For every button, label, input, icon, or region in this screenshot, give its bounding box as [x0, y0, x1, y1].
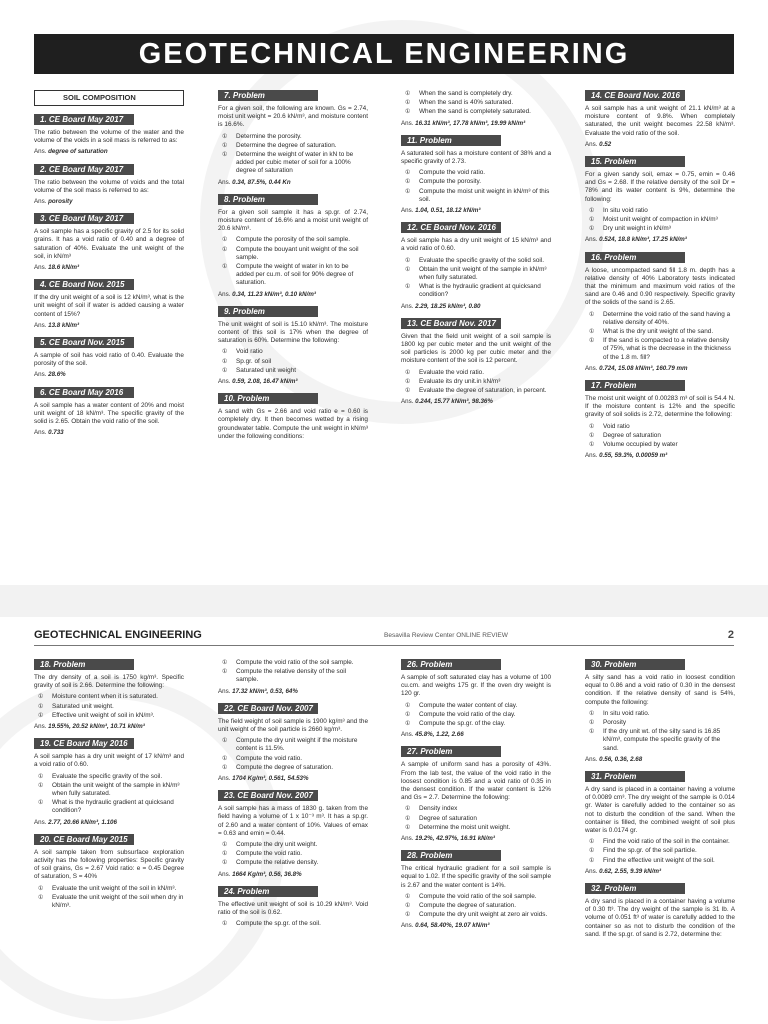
sub-question: ① Compute the dry unit weight.	[222, 841, 368, 849]
answer-label: Ans.	[401, 835, 414, 843]
sub-question-list	[218, 659, 368, 685]
sub-question: ① Compute the void ratio of the clay.	[405, 711, 551, 719]
answer-value: 16.31 kN/m³, 17.78 kN/m³, 19.99 kN/m³	[415, 119, 526, 127]
problem-text: Given that the field unit weight of a soil sample is 1800 kg per cubic meter and the unit weight of the soil particles is 2000 kg per cubic meter and the moisture content of the soil is 12 percent.	[401, 332, 551, 365]
answer-value: 0.59, 2.08, 16.47 kN/m³	[232, 378, 298, 386]
answer-label: Ans.	[585, 755, 598, 763]
answer-line	[585, 452, 735, 460]
answer-value: 1664 Kg/m³, 0.56, 36.8%	[232, 870, 302, 878]
sub-question-list	[401, 90, 551, 117]
sub-question: ① Determine the void ratio of the sand having a relative density of 40%.	[589, 311, 735, 327]
answer-line	[34, 264, 184, 272]
answer-value: 0.34, 11.23 kN/m³, 0.10 kN/m³	[232, 290, 316, 298]
sub-question-list	[34, 693, 184, 720]
sub-question: ① Effective unit weight of soil in kN/m³.	[38, 712, 184, 720]
column-2	[218, 659, 368, 930]
answer-label: Ans.	[218, 378, 231, 386]
sub-question-list	[401, 257, 551, 300]
sub-question-list	[218, 236, 368, 287]
problem-text: For a given sandy soil, emax = 0.75, emin = 0.46 and Gs = 2.68. If the relative density of the soil Dr = 78% and its water content is 9%, determine the following:	[585, 171, 735, 203]
answer-line	[401, 303, 551, 311]
sub-question: ① Compute the void ratio of the soil sample.	[222, 659, 368, 667]
answer-value: 0.56, 0.36, 2.68	[599, 755, 643, 763]
answer-value: 0.62, 2.55, 9.39 kN/m³	[599, 867, 662, 875]
sub-question: ① Evaluate its dry unit.in kN/m³	[405, 378, 551, 386]
sub-question: ① Obtain the unit weight of the sample in kN/m³ when fully saturated.	[38, 782, 184, 798]
answer-value: 2.77, 20.66 kN/m³, 1.106	[48, 818, 117, 826]
sub-question: ① If the sand is compacted to a relative density of 75%, what is the decrease in the thickness of the 1.8 m. fill?	[589, 337, 735, 362]
answer-line	[585, 365, 735, 373]
sub-question: ① Obtain the unit weight of the sample in kN/m³ when fully saturated.	[405, 266, 551, 282]
answer-label: Ans.	[34, 321, 47, 329]
answer-label: Ans.	[34, 148, 47, 156]
answer-label: Ans.	[401, 398, 414, 406]
sub-question: ① Evaluate the specific gravity of the soil.	[38, 773, 184, 781]
header-title: GEOTECHNICAL ENGINEERING	[34, 629, 202, 641]
page-number: 2	[727, 629, 734, 641]
answer-label: Ans.	[34, 371, 47, 379]
answer-label: Ans.	[218, 775, 231, 783]
problem-text: The moist unit weight of 0.00283 m³ of soil is 54.4 N. If the moisture content is 12% and the specific gravity of soil solids is 2.72, determine the following:	[585, 395, 735, 419]
problem-text: For a given soil sample it has a sp.gr. of 2.74, moisture content of 16.6% and a moist unit weight of 20.6 kN/m³.	[218, 208, 368, 233]
sub-question-list	[34, 773, 184, 816]
sub-question: ① If the dry unit wt. of the silty sand is 16.85 kN/m³, compute the specific gravity of the sand.	[589, 728, 735, 753]
problem-heading: 15. Problem	[585, 156, 685, 167]
answer-label: Ans.	[585, 452, 598, 460]
answer-value: 13.8 kN/m³	[48, 321, 80, 329]
problem-heading: 32. Problem	[585, 883, 685, 894]
answer-line	[401, 398, 551, 406]
problem-heading: 3. CE Board May 2017	[34, 213, 134, 224]
problem-text: A soil sample has a mass of 1830 g. taken from the field having a volume of 1 x 10⁻³ m³. It has a sp.gr. of 2.60 and a water content of 10%. Values of emax = 0.63 and emin = 0.44.	[218, 805, 368, 837]
answer-line	[585, 236, 735, 244]
page-header	[34, 629, 734, 646]
problem-text: The effective unit weight of soil is 10.29 kN/m³. Void ratio of the soil is 0.62.	[218, 900, 368, 917]
sub-question: ① What is the dry unit weight of the sand.	[589, 328, 735, 336]
problem-text: For a given soil, the following are known. Gs = 2.74, moist unit weight = 20.6 kN/m³, and moisture content is 16.6%.	[218, 105, 368, 129]
answer-label: Ans.	[34, 264, 47, 272]
column-4	[585, 659, 735, 942]
problem-text: The dry density of a soil is 1750 kg/m³. Specific gravity of soil is 2.66. Determine the following:	[34, 674, 184, 690]
problem-text: A sample of uniform sand has a porosity of 43%. From the lab test, the value of the void ratio in the loosest condition is 0.85 and a void ratio of 0.35 in the densest condition. If the water content is 12% and Gs = 2.7. Determine the following:	[401, 761, 551, 802]
sub-question: ① Void ratio	[589, 423, 735, 431]
sub-question: ① Saturated unit weight	[222, 367, 368, 375]
sub-question: ① Compute the dry unit weight at zero air voids.	[405, 911, 551, 919]
answer-line	[401, 207, 551, 215]
problem-text: A soil sample taken from subsurface exploration activity has the following properties: Specific gravity of soil grains, Gs = 2.67 Void ratio: e = 0.45 Degree of saturation, S = 40%	[34, 848, 184, 881]
answer-line	[218, 775, 368, 783]
answer-label: Ans.	[218, 687, 231, 695]
problem-heading: 14. CE Board Nov. 2016	[585, 90, 685, 101]
problem-heading: 23. CE Board Nov. 2007	[218, 790, 318, 801]
column-1	[34, 90, 184, 439]
answer-line	[218, 291, 368, 299]
sub-question: ① Determine the porosity.	[222, 133, 368, 141]
sub-question: ① Compute the void ratio.	[405, 169, 551, 177]
sub-question-list	[401, 169, 551, 204]
answer-value: 19.55%, 20.52 kN/m³, 10.71 kN/m³	[48, 723, 145, 731]
answer-label: Ans.	[585, 364, 598, 372]
problem-text: A soil sample has a unit weight of 21.1 kN/m³ at a moisture content of 9.8%. When completely saturated, the unit weight becomes 22.58 kN/m³. Evaluate the void ratio of the soil.	[585, 105, 735, 137]
answer-value: 0.244, 15.77 kN/m³, 98.36%	[415, 398, 493, 406]
sub-question-list	[401, 805, 551, 832]
problem-text: A loose, uncompacted sand fill 1.8 m. depth has a relative density of 40% Laboratory tests indicated that the minimum and maximum void ratios of the sand are 0.46 and 0.90 respectively. Specific gravity of the solids of the sand is 2.65.	[585, 266, 735, 307]
answer-label: Ans.	[401, 207, 414, 215]
problem-text: A dry sand is placed in a container having a volume of 0.0089 cm³. The dry weight of the sample is 0.014 gr. Water is carefully added to the container so as not to disturb the condition of the sand. When the container is filled, the combined weight of soil plus water is 0.0174 gr.	[585, 786, 735, 835]
sub-question: ① Find the sp.gr. of the soil particle.	[589, 847, 735, 855]
problem-text: The unit weight of soil is 15.10 kN/m³. The moisture content of this soil is 17% when the degree of saturation is 60%. Determine the following:	[218, 320, 368, 345]
sub-question: ① When the sand is completely dry.	[405, 90, 551, 98]
problem-text: A soil sample has a dry unit weight of 17 kN/m³ and a void ratio of 0.60.	[34, 753, 184, 769]
sub-question-list	[585, 423, 735, 450]
answer-label: Ans.	[585, 867, 598, 875]
answer-value: 45.8%, 1.22, 2.66	[415, 731, 464, 739]
problem-heading: 13. CE Board Nov. 2017	[401, 318, 501, 329]
answer-line	[218, 179, 368, 187]
answer-label: Ans.	[585, 140, 598, 148]
sub-question-list	[34, 885, 184, 911]
answer-label: Ans.	[218, 870, 231, 878]
sub-question: ① Volume occupied by water	[589, 441, 735, 449]
problem-text: The critical hydraulic gradient for a soil sample is equal to 1.02. If the specific gravity of the soil sample is 2.67 and the water content is 14%.	[401, 865, 551, 889]
sub-question: ① When the sand is 40% saturated.	[405, 99, 551, 107]
sub-question: ① Density index	[405, 805, 551, 813]
answer-value: 0.524, 18.8 kN/m³, 17.25 kN/m³	[599, 236, 687, 244]
problem-heading: 28. Problem	[401, 850, 501, 861]
page-two	[0, 617, 768, 1024]
problem-heading: 27. Problem	[401, 746, 501, 757]
answer-label: Ans.	[34, 198, 47, 206]
answer-value: 28.6%	[48, 371, 66, 379]
problem-heading: 24. Problem	[218, 886, 318, 897]
sub-question: ① Determine the moist unit weight.	[405, 824, 551, 832]
answer-line	[585, 868, 735, 876]
answer-line	[585, 756, 735, 764]
sub-question: ① Compute the porosity of the soil sample.	[222, 236, 368, 244]
problem-heading: 17. Problem	[585, 380, 685, 391]
answer-value: 0.55, 59.3%, 0.00059 m³	[599, 452, 668, 460]
sub-question-list	[585, 207, 735, 234]
answer-label: Ans.	[34, 429, 47, 437]
answer-line	[401, 835, 551, 843]
problem-heading: 22. CE Board Nov. 2007	[218, 703, 318, 714]
sub-question: ① Evaluate the void ratio.	[405, 369, 551, 377]
column-1	[34, 659, 184, 912]
answer-line	[34, 322, 184, 330]
problem-text: A sample of soft saturated clay has a volume of 100 cu.cm. and weighs 175 gr. If the oven dry weight is 120 gr.	[401, 674, 551, 698]
answer-label: Ans.	[34, 818, 47, 826]
answer-line	[34, 429, 184, 437]
sub-question: ① Compute the degree of saturation.	[405, 902, 551, 910]
problem-heading: 12. CE Board Nov. 2016	[401, 222, 501, 233]
answer-value: porosity	[48, 198, 73, 206]
problem-heading: 9. Problem	[218, 306, 318, 317]
problem-text: A soil sample has a water content of 20% and moist unit weight of 18 kN/m³. The specific gravity of the solid is 2.65. Obtain the void ratio of the soil.	[34, 401, 184, 426]
problem-text: The field weight of soil sample is 1900 kg/m³ and the unit weight of the soil particle is 2660 kg/m³.	[218, 717, 368, 734]
sub-question: ① Evaluate the unit weight of the soil in kN/m³.	[38, 885, 184, 893]
answer-line	[401, 731, 551, 739]
answer-line	[34, 723, 184, 731]
sub-question: ① Compute the bouyant unit weight of the soil sample.	[222, 246, 368, 262]
problem-text: The ratio between the volume of the water and the volume of the voids in a soil mass is referred to as:	[34, 129, 184, 145]
answer-line	[34, 371, 184, 379]
sub-question-list	[401, 702, 551, 729]
page-banner: GEOTECHNICAL ENGINEERING	[34, 34, 734, 74]
problem-text: A sand with Gs = 2.66 and void ratio e = 0.60 is completely dry. It then becomes wetted by a rising groundwater table. Compute the unit weight in kN/m³ under the following conditions:	[218, 408, 368, 440]
answer-line	[218, 378, 368, 386]
sub-question-list	[401, 369, 551, 396]
sub-question: ① Compute the moist unit weight in kN/m³ of this soil.	[405, 188, 551, 204]
answer-value: 0.724, 15.08 kN/m³, 160.79 mm	[599, 364, 688, 372]
answer-line	[401, 922, 551, 930]
sub-question-list	[218, 348, 368, 375]
answer-label: Ans.	[585, 236, 598, 244]
answer-value: 2.29, 18.25 kN/m³, 0.80	[415, 302, 481, 310]
sub-question: ① Degree of saturation	[589, 432, 735, 440]
sub-question: ① Compute the relative density of the soil sample.	[222, 668, 368, 684]
sub-question: ① Compute the degree of saturation.	[222, 764, 368, 772]
answer-value: 18.6 kN/m³	[48, 264, 80, 272]
sub-question: ① Dry unit weight in kN/m³	[589, 225, 735, 233]
answer-label: Ans.	[34, 723, 47, 731]
sub-question-list	[585, 710, 735, 753]
sub-question: ① In situ void ratio	[589, 207, 735, 215]
problem-heading: 20. CE Board May 2015	[34, 834, 134, 845]
sub-question: ① Evaluate the degree of saturation, in percent.	[405, 387, 551, 395]
sub-question: ① When the sand is completely saturated.	[405, 108, 551, 116]
answer-line	[401, 120, 551, 128]
sub-question-list	[218, 737, 368, 772]
sub-question: ① Porosity	[589, 719, 735, 727]
answer-value: 1704 Kg/m³, 0.561, 54.53%	[232, 775, 309, 783]
answer-value: 0.34, 87.5%, 0.44 Kn	[232, 178, 291, 186]
sub-question: ① Void ratio	[222, 348, 368, 356]
sub-question: ① Saturated unit weight.	[38, 703, 184, 711]
answer-label: Ans.	[401, 922, 414, 930]
answer-line	[585, 141, 735, 149]
problem-heading: 8. Problem	[218, 194, 318, 205]
answer-line	[218, 871, 368, 879]
problem-heading: 5. CE Board Nov. 2015	[34, 337, 134, 348]
problem-heading: 4. CE Board Nov. 2015	[34, 279, 134, 290]
answer-label: Ans.	[401, 302, 414, 310]
problem-heading: 30. Problem	[585, 659, 685, 670]
problem-heading: 31. Problem	[585, 771, 685, 782]
sub-question-list	[585, 838, 735, 865]
problem-text: A soil sample has a dry unit weight of 15 kN/m³ and a void ratio of 0.60.	[401, 237, 551, 253]
answer-value: 17.32 kN/m³, 0.53, 64%	[232, 687, 298, 695]
sub-question: ① Evaluate the specific gravity of the solid soil.	[405, 257, 551, 265]
sub-question: ① Compute the dry unit weight if the moisture content is 11.5%.	[222, 737, 368, 753]
sub-question: ① Moisture content when it is saturated.	[38, 693, 184, 701]
header-center-text: Besavilla Review Center ONLINE REVIEW	[384, 632, 508, 639]
column-4	[585, 90, 735, 463]
problem-heading: 10. Problem	[218, 393, 318, 404]
sub-question-list	[218, 133, 368, 176]
answer-value: 1.04, 0.51, 18.12 kN/m³	[415, 207, 481, 215]
column-3	[401, 90, 551, 408]
sub-question: ① What is the hydraulic gradient at quicksand condition?	[38, 799, 184, 815]
answer-label: Ans.	[401, 731, 414, 739]
problem-heading: 7. Problem	[218, 90, 318, 101]
answer-value: 0.64, 58.40%, 19.07 kN/m³	[415, 922, 490, 930]
problem-text: A soil sample has a specific gravity of 2.5 for its solid grains. It has a void ratio of 0.40 and a degree of saturation of 40%. Evaluate the unit weight of the soil, in kN/m³	[34, 228, 184, 260]
problem-text: The ratio between the volume of voids and the total volume of the soil mass is referred to as:	[34, 178, 184, 194]
answer-value: degree of saturation	[48, 148, 108, 156]
sub-question: ① Compute the relative density.	[222, 859, 368, 867]
sub-question: ① Degree of saturation	[405, 815, 551, 823]
sub-question: ① Sp.gr. of soil	[222, 358, 368, 366]
problem-heading: 26. Problem	[401, 659, 501, 670]
problem-text: If the dry unit weight of a soil is 12 kN/m³, what is the unit weight of soil if water is added causing a water content of 15%?	[34, 294, 184, 318]
sub-question-list	[218, 920, 368, 928]
answer-label: Ans.	[218, 178, 231, 186]
answer-value: 0.733	[48, 429, 64, 437]
problem-heading: 19. CE Board May 2016	[34, 738, 134, 749]
sub-question: ① Evaluate the unit weight of the soil when dry in kN/m³.	[38, 894, 184, 910]
answer-label: Ans.	[218, 290, 231, 298]
sub-question: ① Find the effective unit weight of the soil.	[589, 857, 735, 865]
sub-question: ① Compute the sp.gr. of the soil.	[222, 920, 368, 928]
sub-question-list	[585, 311, 735, 362]
sub-question: ① Compute the void ratio of the soil sample.	[405, 893, 551, 901]
sub-question: ① Compute the sp.gr. of the clay.	[405, 720, 551, 728]
answer-line	[34, 198, 184, 206]
sub-question-list	[401, 893, 551, 920]
answer-line	[34, 819, 184, 827]
problem-heading: 16. Problem	[585, 252, 685, 263]
sub-question: ① Compute the void ratio.	[222, 755, 368, 763]
answer-line	[34, 148, 184, 156]
problem-heading: 6. CE Board May 2016	[34, 387, 134, 398]
sub-question: ① Compute the water content of clay.	[405, 702, 551, 710]
page-gap	[0, 585, 768, 617]
sub-question: ① Compute the void ratio.	[222, 850, 368, 858]
problem-text: A sample of soil has void ratio of 0.40. Evaluate the porosity of the soil.	[34, 352, 184, 368]
sub-question: ① What is the hydraulic gradient at quicksand condition?	[405, 283, 551, 299]
sub-question: ① In situ void ratio.	[589, 710, 735, 718]
problem-text: A saturated soil has a moisture content of 38% and a specific gravity of 2.73.	[401, 149, 551, 166]
problem-heading: 18. Problem	[34, 659, 134, 670]
answer-label: Ans.	[401, 119, 414, 127]
answer-value: 0.52	[599, 140, 612, 148]
sub-question: ① Compute the porosity.	[405, 178, 551, 186]
sub-question: ① Determine the degree of saturation.	[222, 142, 368, 150]
problem-heading: 2. CE Board May 2017	[34, 164, 134, 175]
sub-question: ① Compute the weight of water in kn to be added per cu.m. of soil for 90% degree of saturation.	[222, 263, 368, 288]
sub-question: ① Moist unit weight of compaction in kN/m³	[589, 216, 735, 224]
section-heading: SOIL COMPOSITION	[34, 90, 184, 106]
problem-text: A dry sand is placed in a container having a volume of 0.30 ft³. The dry weight of the sample is 31 lb. A volume of 0.051 ft³ of water is carefully added to the container so as not to disturb the condition of the sand. If the sp.gr. of sand is 2.72, determine the:	[585, 898, 735, 938]
sub-question-list	[218, 841, 368, 868]
problem-heading: 11. Problem	[401, 135, 501, 146]
column-3	[401, 659, 551, 933]
problem-text: A silty sand has a void ratio in loosest condition equal to 0.86 and a void ratio of 0.30 in the densest condition. If the relative density of sand is 54%, compute the following:	[585, 674, 735, 706]
answer-line	[218, 688, 368, 696]
sub-question: ① Determine the weight of water in kN to be added per cubic meter of soil for a 100% degree of saturation	[222, 151, 368, 176]
sub-question: ① Find the void ratio of the soil in the container.	[589, 838, 735, 846]
column-2	[218, 90, 368, 444]
answer-value: 19.2%, 42.97%, 16.91 kN/m³	[415, 835, 495, 843]
problem-heading: 1. CE Board May 2017	[34, 114, 134, 125]
